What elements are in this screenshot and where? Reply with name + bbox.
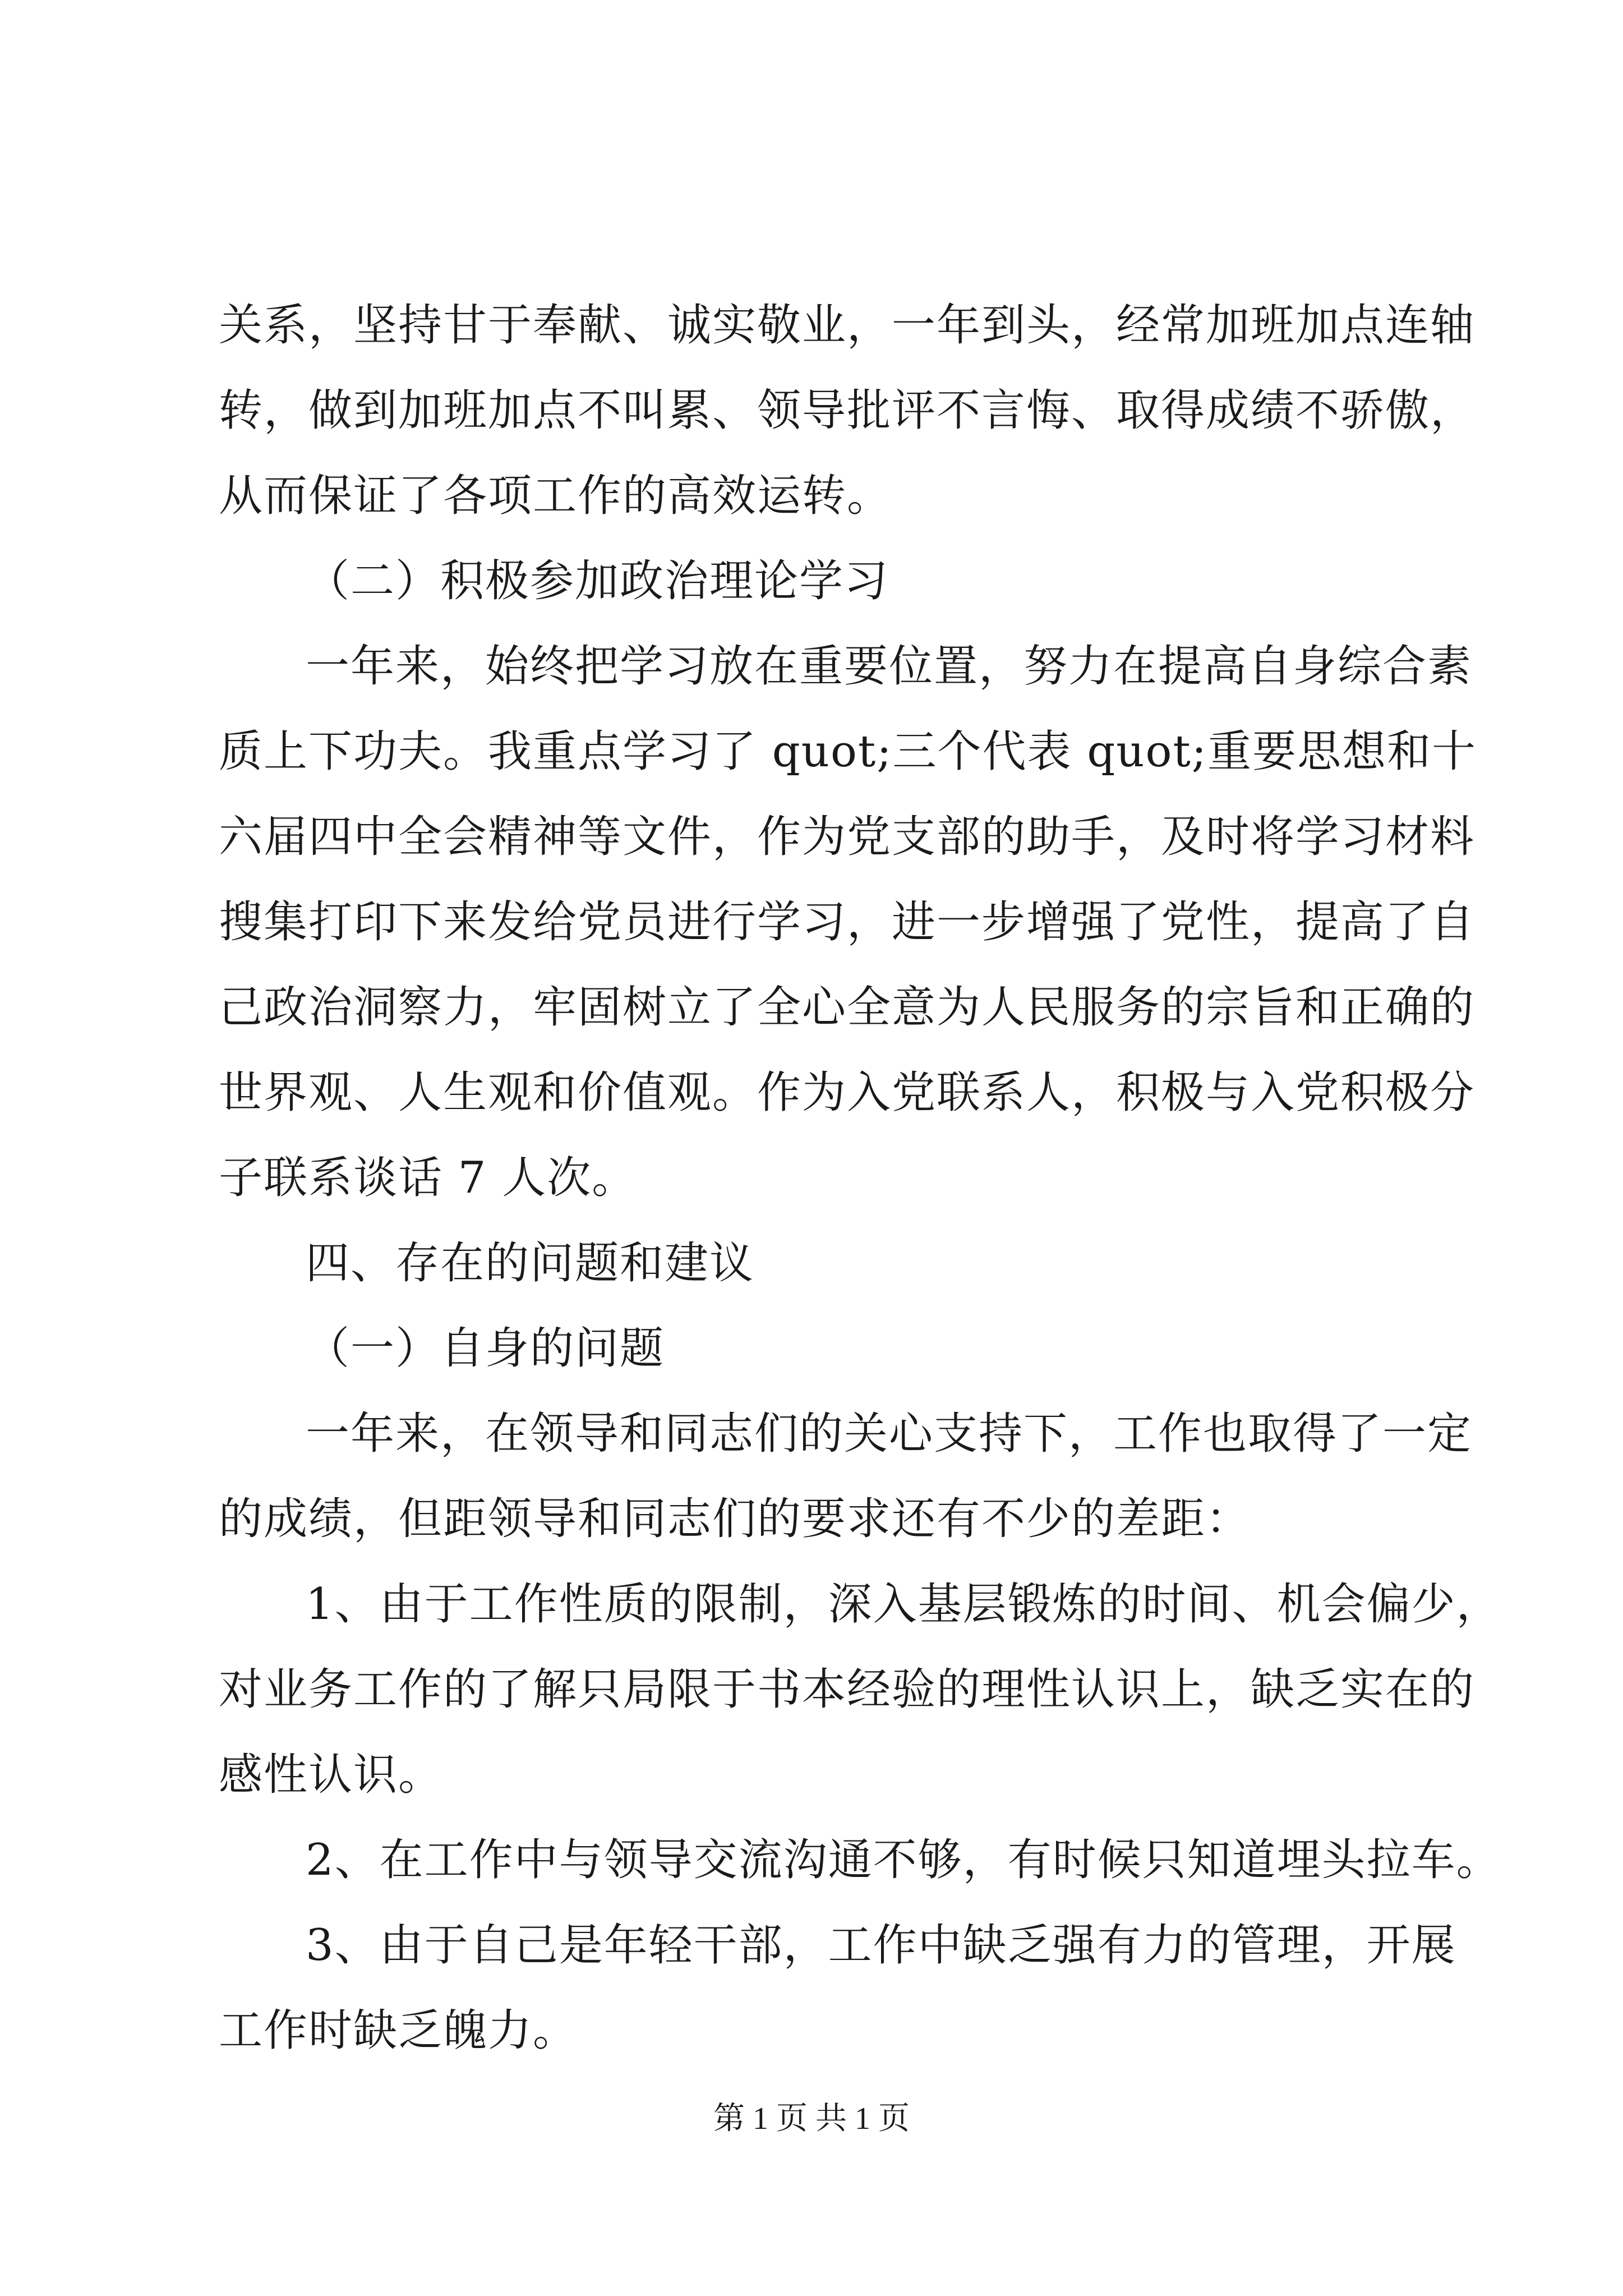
text-line: 子联系谈话 7 人次。 [219,1153,637,1203]
text-line: 搜集打印下来发给党员进行学习，进一步增强了党性，提高了自 [219,897,1476,947]
section-heading: 四、存在的问题和建议 [306,1238,755,1289]
text-line: 感性认识。 [219,1750,444,1800]
page-number-footer: 第 1 页 共 1 页 [713,2101,910,2136]
text-line: 对业务工作的了解只局限于书本经验的理性认识上，缺乏实在的 [219,1664,1476,1715]
text-line: 1、由于工作性质的限制，深入基层锻炼的时间、机会偏少， [306,1579,1501,1630]
text-line: 的成绩，但距领导和同志们的要求还有不少的差距： [219,1494,1251,1544]
text-line: 一年来，在领导和同志们的关心支持下，工作也取得了一定 [306,1409,1473,1459]
section-heading: （一）自身的问题 [306,1323,665,1374]
text-line: 关系，坚持甘于奉献、诚实敬业，一年到头，经常加班加点连轴 [219,300,1476,351]
text-line: 从而保证了各项工作的高效运转。 [219,471,892,521]
text-line: 世界观、人生观和价值观。作为入党联系人，积极与入党积极分 [219,1068,1476,1118]
text-line: 六届四中全会精神等文件，作为党支部的助手，及时将学习材料 [219,812,1476,862]
text-line: 质上下功夫。我重点学习了 quot;三个代表 quot;重要思想和十 [219,726,1477,777]
text-line: 3、由于自己是年轻干部，工作中缺乏强有力的管理，开展 [306,1920,1456,1971]
text-line: 转，做到加班加点不叫累、领导批评不言悔、取得成绩不骄傲， [219,385,1476,436]
text-line: 一年来，始终把学习放在重要位置，努力在提高自身综合素 [306,641,1473,692]
text-line: 2、在工作中与领导交流沟通不够，有时候只知道埋头拉车。 [306,1835,1501,1885]
text-line: 己政治洞察力，牢固树立了全心全意为人民服务的宗旨和正确的 [219,982,1476,1033]
text-line: 工作时缺乏魄力。 [219,2005,578,2056]
section-heading: （二）积极参加政治理论学习 [306,556,889,606]
